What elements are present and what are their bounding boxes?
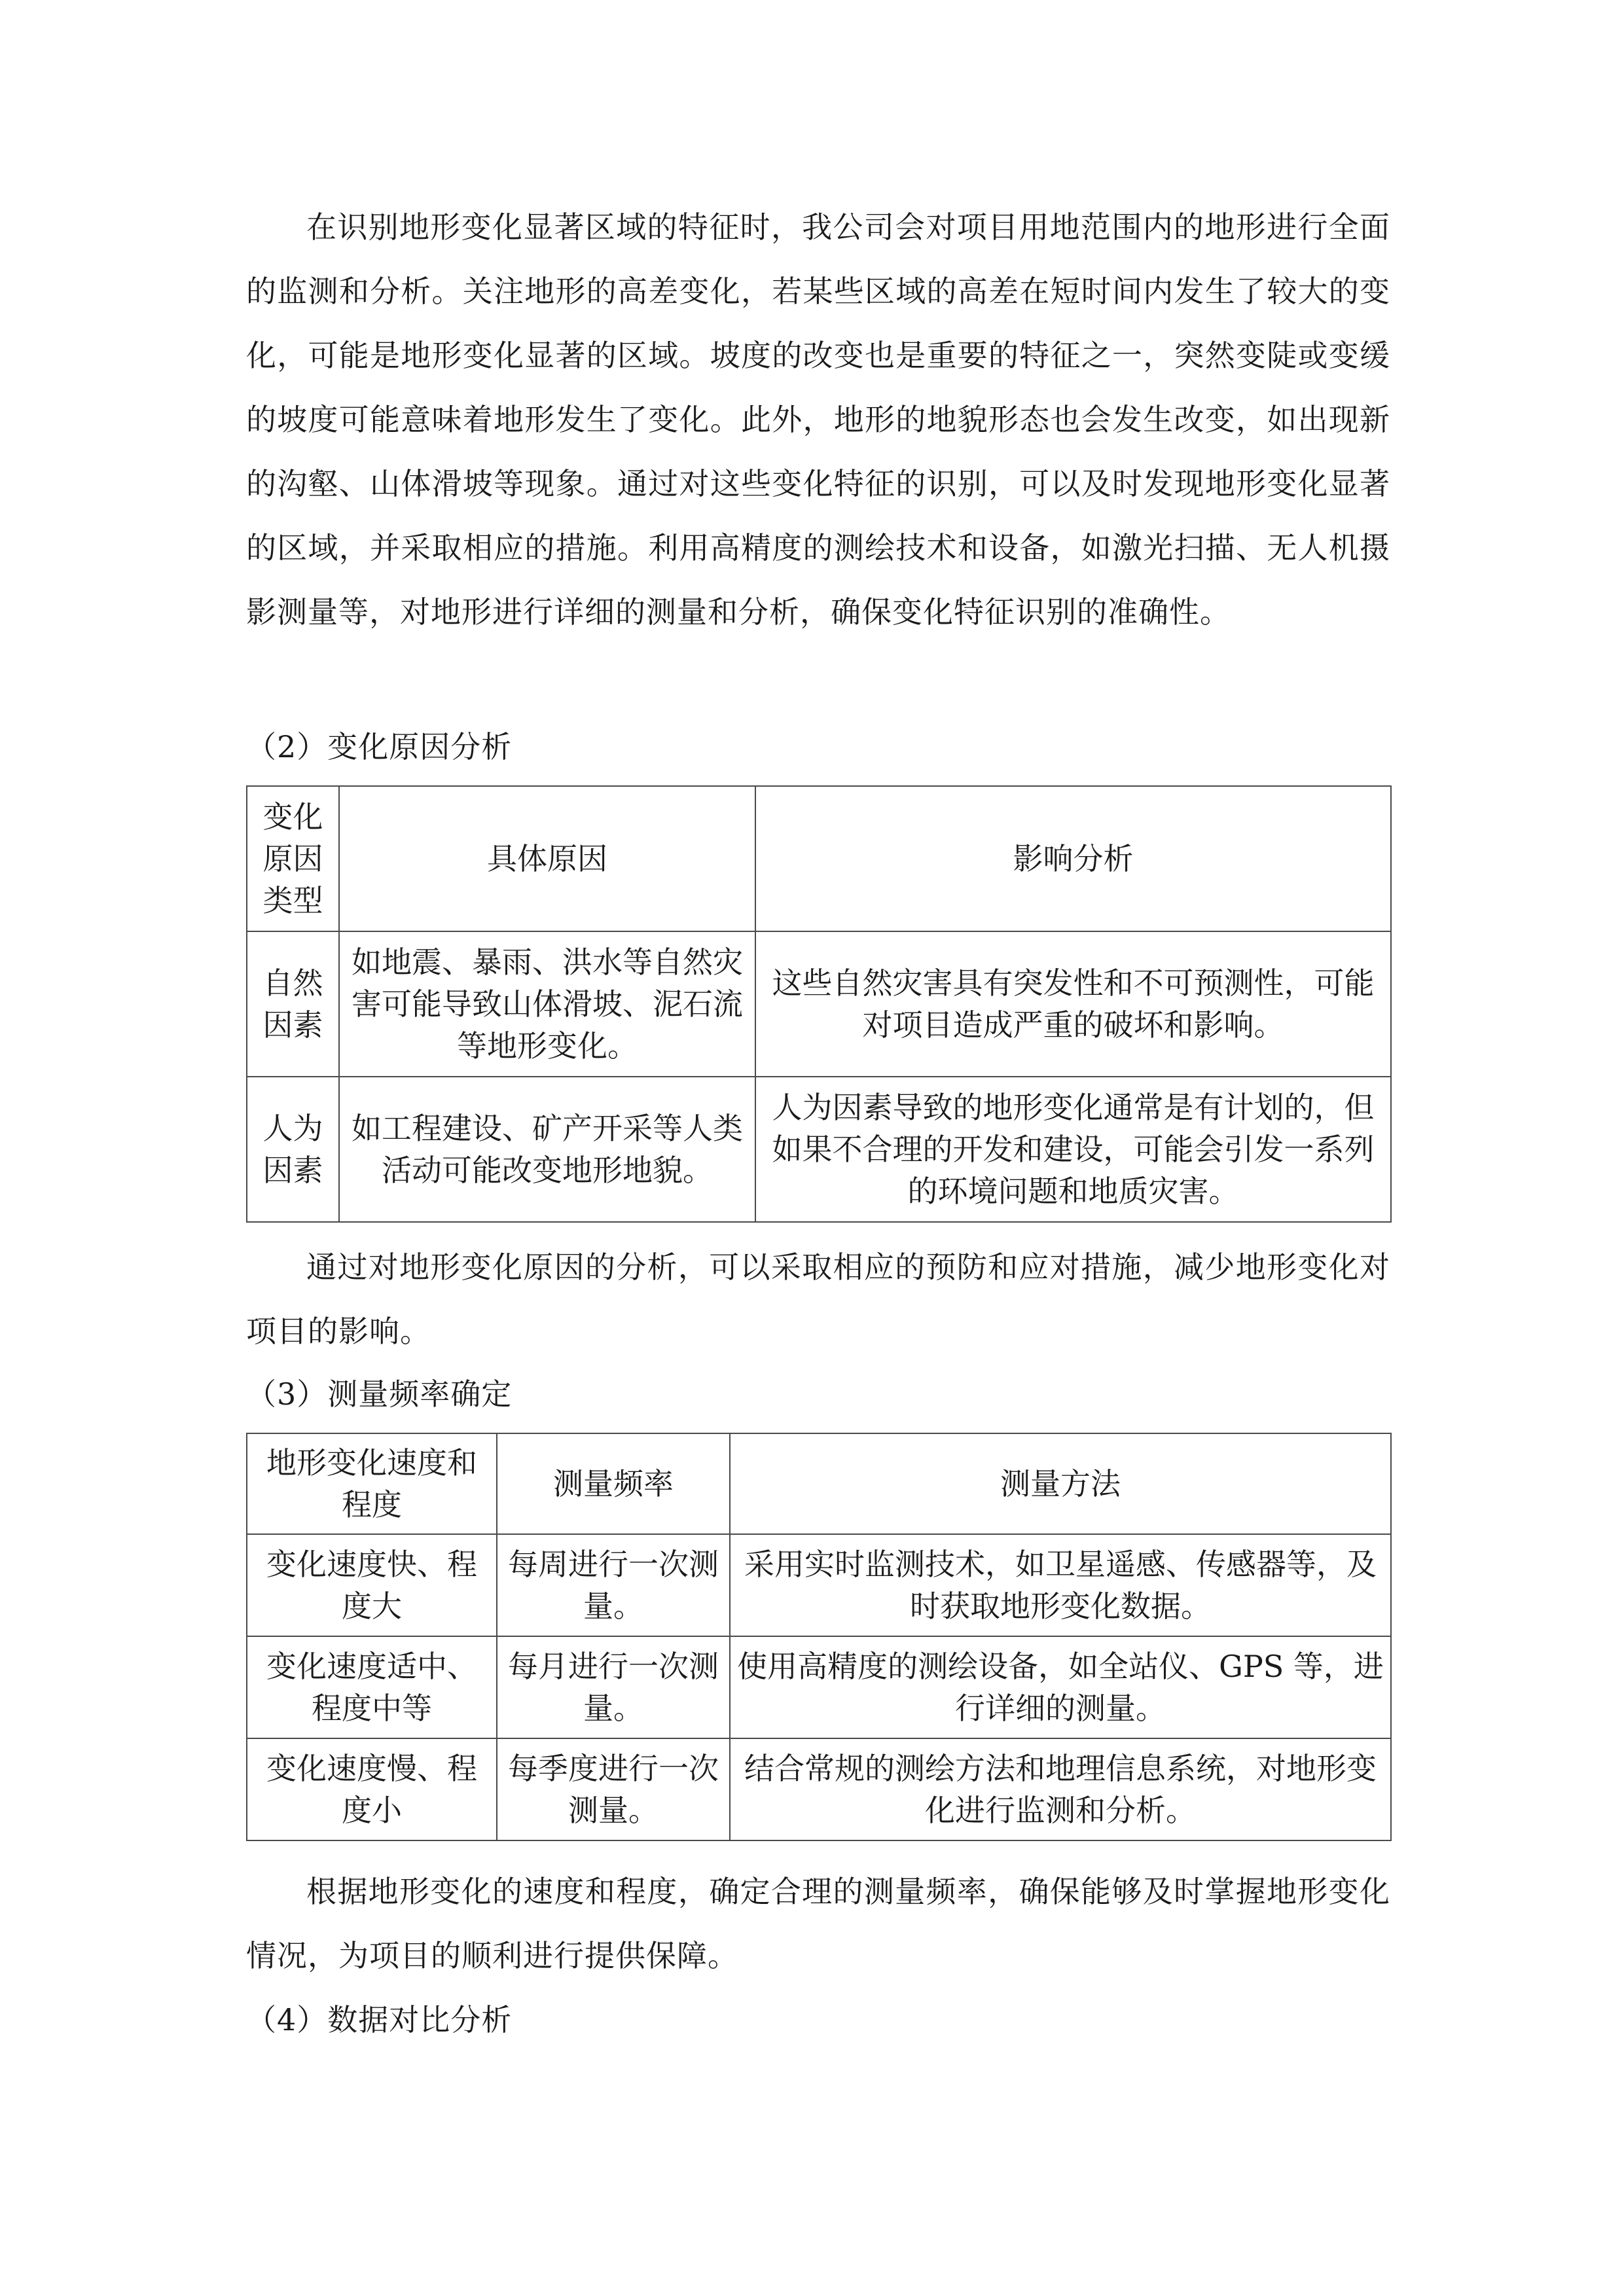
table-cell: 变化速度快、程度大 [247, 1534, 497, 1636]
table-row [247, 931, 1391, 1077]
table-row [247, 1636, 1391, 1738]
frequency-summary-paragraph: 根据地形变化的速度和程度，确定合理的测量频率，确保能够及时掌握地形变化情况，为项目的顺利进行提供保障。 [246, 1874, 1390, 1973]
table-cell: 这些自然灾害具有突发性和不可预测性，可能对项目造成严重的破坏和影响。 [755, 931, 1391, 1077]
causes-summary-paragraph: 通过对地形变化原因的分析，可以采取相应的预防和应对措施，减少地形变化对项目的影响。 [246, 1249, 1390, 1349]
table-cell: 每月进行一次测量。 [497, 1636, 730, 1738]
table-cell: 如工程建设、矿产开采等人类活动可能改变地形地貌。 [339, 1077, 755, 1222]
document-page [246, 0, 1390, 2296]
causes-header-type: 变化原因类型 [247, 786, 339, 931]
table-row [247, 1738, 1391, 1840]
causes-table-header-row [247, 786, 1391, 931]
frequency-table [246, 1433, 1392, 1841]
table-cell: 人为因素 [247, 1077, 339, 1222]
table-cell: 变化速度适中、程度中等 [247, 1636, 497, 1738]
frequency-header-frequency: 测量频率 [497, 1433, 730, 1534]
intro-paragraph: 在识别地形变化显著区域的特征时，我公司会对项目用地范围内的地形进行全面的监测和分析。关注地形的高差变化，若某些区域的高差在短时间内发生了较大的变化，可能是地形变化显著的区域。坡度的改变也是重要的特征之一，突然变陡或变缓的坡度可能意味着地形发生了变化。此外，地形的地貌形态也会发生改变，如出现新的沟壑、山体滑坡等现象。通过对这些变化特征的识别，可以及时发现地形变化显著的区域，并采取相应的措施。利用高精度的测绘技术和设备，如激光扫描、无人机摄影测量等，对地形进行详细的测量和分析，确保变化特征识别的准确性。 [246, 209, 1390, 630]
frequency-header-method: 测量方法 [730, 1433, 1391, 1534]
table-cell: 自然因素 [247, 931, 339, 1077]
heading-causes: （2）变化原因分析 [246, 729, 513, 764]
table-row [247, 1077, 1391, 1222]
table-cell: 每季度进行一次测量。 [497, 1738, 730, 1840]
causes-header-impact: 影响分析 [755, 786, 1391, 931]
frequency-header-degree: 地形变化速度和程度 [247, 1433, 497, 1534]
table-cell: 结合常规的测绘方法和地理信息系统，对地形变化进行监测和分析。 [730, 1738, 1391, 1840]
table-cell: 如地震、暴雨、洪水等自然灾害可能导致山体滑坡、泥石流等地形变化。 [339, 931, 755, 1077]
table-cell: 每周进行一次测量。 [497, 1534, 730, 1636]
table-cell: 变化速度慢、程度小 [247, 1738, 497, 1840]
table-cell: 使用高精度的测绘设备，如全站仪、GPS 等，进行详细的测量。 [730, 1636, 1391, 1738]
table-cell: 采用实时监测技术，如卫星遥感、传感器等，及时获取地形变化数据。 [730, 1534, 1391, 1636]
table-row [247, 1534, 1391, 1636]
table-cell: 人为因素导致的地形变化通常是有计划的，但如果不合理的开发和建设，可能会引发一系列的环境问题和地质灾害。 [755, 1077, 1391, 1222]
causes-header-reason: 具体原因 [339, 786, 755, 931]
frequency-table-header-row [247, 1433, 1391, 1534]
causes-table [246, 785, 1392, 1223]
heading-comparison: （4）数据对比分析 [246, 2002, 513, 2037]
heading-frequency: （3）测量频率确定 [246, 1376, 513, 1412]
